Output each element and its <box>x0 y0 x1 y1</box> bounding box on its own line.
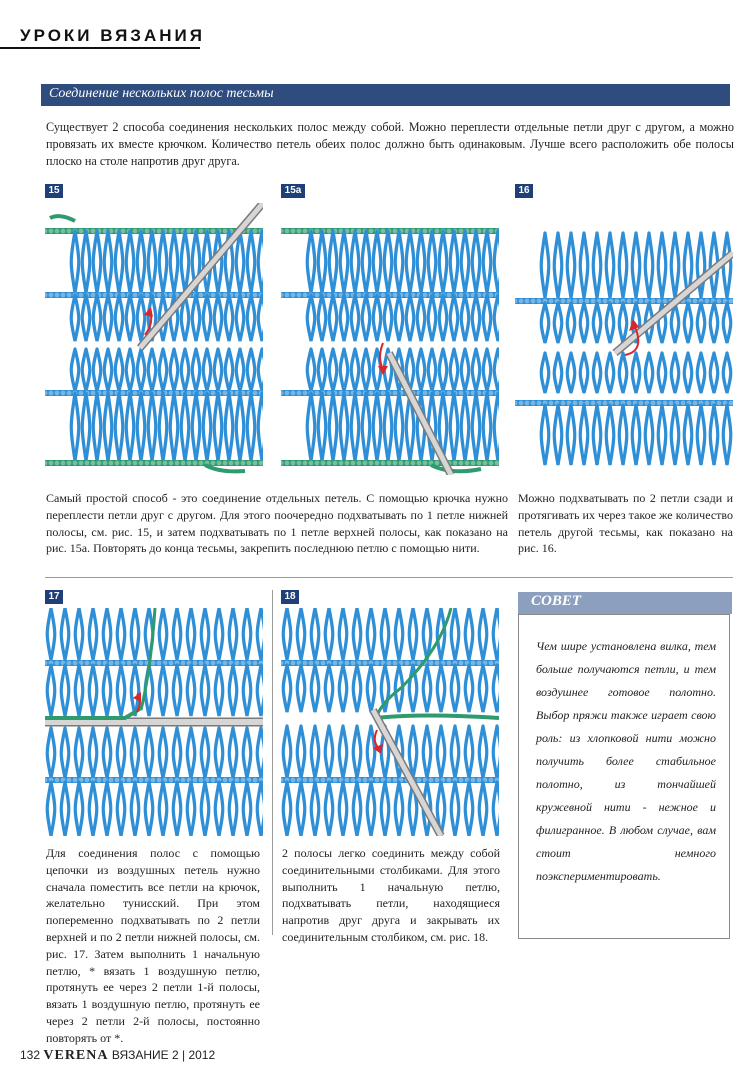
page-header-title: УРОКИ ВЯЗАНИЯ <box>20 26 205 45</box>
figure-number-18: 18 <box>281 590 299 604</box>
header-rule <box>0 47 200 49</box>
tip-text: Чем шире установлена вилка, тем больше получаются петли, и тем воздушнее готовое полотно. Выбор пряжи также играет свою роль: из хлопковой нити можно получить более стабильное полотно, из тончайшей кружевной нити - нежное и филигранное. В любом случае, вам стоит немного поэкспериментировать. <box>536 639 716 883</box>
figure-number-17: 17 <box>45 590 63 604</box>
figure-18 <box>281 608 499 836</box>
caption-17: Для соединения полос с помощью цепочки из воздушных петель нужно сначала поместить все петли на крючок, желательно тунисский. При этом попеременно подхватывать по 2 петли верхней и по 2 петли нижней полосы, см. рис. 17. Затем выполнить 1 начальную петлю, * вязать 1 воздушную петлю, протянуть ее через 2 петли 1-й полосы, вязать 1 воздушную петлю, протянуть ее через 2 петли 2-й полосы, постоянно повторять от *. <box>46 846 260 1045</box>
section-divider <box>45 577 733 578</box>
page-number: 132 <box>20 1048 41 1062</box>
magazine-issue: ВЯЗАНИЕ 2 | 2012 <box>111 1048 216 1062</box>
figure-number-15: 15 <box>45 184 63 198</box>
caption-18: 2 полосы легко соединить между собой соединительными столбиками. Для этого выполнить 1 начальную петлю, подхватывать петли, находящиеся напротив друг друга и закрывать их соединительным столбиком, см. рис. 18. <box>282 846 500 944</box>
figure-15 <box>45 203 263 475</box>
figure-number-15a: 15a <box>281 184 305 198</box>
tip-box <box>518 614 730 939</box>
tip-title-bar <box>518 592 732 614</box>
tip-title: СОВЕТ <box>531 593 582 609</box>
caption-16: Можно подхватывать по 2 петли сзади и протягивать их через такое же количество петель другой тесьмы, как показано на рис. 16. <box>518 491 733 556</box>
column-divider <box>272 590 273 935</box>
figure-number-16: 16 <box>515 184 533 198</box>
figure-16 <box>515 203 733 475</box>
caption-15: Самый простой способ - это соединение отдельных петель. С помощью крючка нужно переплести петли друг с другом. Для этого поочередно подхватывать по 1 петле нижней полосы, см. рис. 15, и затем подхватывать по 1 петле верхней полосы, как показано на рис. 15а. Повторять до конца тесьмы, закрепить последнюю петлю с помощью нити. <box>46 491 508 556</box>
magazine-brand: VERENA <box>43 1048 109 1063</box>
figure-15a <box>281 203 499 475</box>
intro-paragraph: Существует 2 способа соединения нескольких полос между собой. Можно переплести отдельные петли друг с другом, а можно провязать их вместе крючком. Количество петель обеих полос должно быть одинаковым. Лучше всего расположить обе полосы плоско на столе напротив друг друга. <box>46 120 734 168</box>
section-title-bar <box>41 84 730 106</box>
figure-17 <box>45 608 263 836</box>
section-title: Соединение нескольких полос тесьмы <box>49 86 274 101</box>
page-footer <box>20 1048 215 1064</box>
